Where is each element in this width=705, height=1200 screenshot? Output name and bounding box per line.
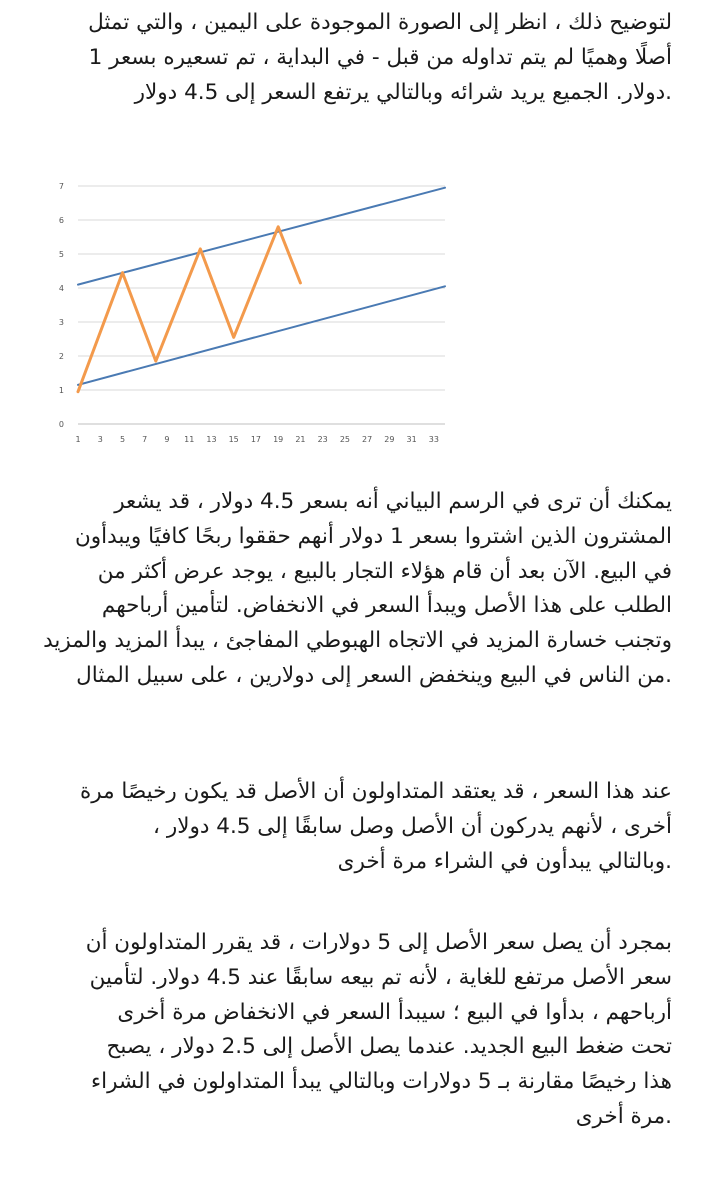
paragraph-line: سعر الأصل مرتفع للغاية ، لأنه تم بيعه سابقًا عند 4.5 دولار. لتأمين	[89, 964, 672, 990]
paragraph-line: عند هذا السعر ، قد يعتقد المتداولون أن الأصل قد يكون رخيصًا مرة	[79, 779, 672, 804]
x-tick-label: 3	[97, 435, 103, 444]
x-tick-label: 5	[119, 435, 126, 444]
price-channel-chart	[50, 172, 460, 462]
paragraph-line: .وبالتالي يبدأون في الشراء مرة أخرى	[337, 848, 672, 874]
paragraph-cycle	[40, 926, 672, 1135]
paragraph-rebuy	[40, 775, 672, 879]
paragraph-line: .من الناس في البيع وينخفض السعر إلى دولارين ، على سبيل المثال	[76, 663, 672, 689]
x-tick-label: 7	[142, 435, 148, 444]
paragraph-line: لتوضيح ذلك ، انظر إلى الصورة الموجودة على اليمين ، والتي تمثل	[88, 10, 672, 35]
paragraph-line: أخرى ، لأنهم يدركون أن الأصل وصل سابقًا إلى 4.5 دولار ،	[153, 813, 672, 839]
x-tick-label: 21	[295, 435, 306, 444]
paragraph-line: المشترون الذين اشتروا بسعر 1 دولار أنهم حققوا ربحًا كافيًا ويبدأون	[74, 523, 672, 549]
y-tick-label: 1	[58, 386, 64, 395]
y-tick-label: 5	[58, 250, 64, 259]
chart-svg	[50, 172, 460, 462]
paragraph-line: .دولار. الجميع يريد شرائه وبالتالي يرتفع السعر إلى 4.5 دولار	[134, 79, 672, 105]
x-tick-label: 23	[317, 435, 328, 444]
x-tick-label: 17	[250, 435, 262, 444]
x-tick-label: 31	[406, 435, 417, 444]
x-tick-label: 13	[206, 435, 217, 444]
x-tick-label: 9	[164, 435, 170, 444]
x-tick-label: 25	[339, 435, 351, 444]
x-tick-label: 27	[362, 435, 373, 444]
y-tick-label: 7	[58, 182, 64, 191]
x-tick-label: 15	[228, 435, 239, 444]
paragraph-line: بمجرد أن يصل سعر الأصل إلى 5 دولارات ، قد يقرر المتداولون أن	[85, 930, 672, 955]
paragraph-line: أرباحهم ، بدأوا في البيع ؛ سيبدأ السعر في الانخفاض مرة أخرى	[117, 999, 672, 1025]
x-tick-label: 33	[428, 435, 439, 444]
x-tick-label: 19	[273, 435, 284, 444]
y-tick-label: 6	[58, 216, 64, 225]
paragraph-line: تحت ضغط البيع الجديد. عندما يصل الأصل إلى 2.5 دولار ، يصبح	[106, 1034, 672, 1060]
y-tick-label: 2	[58, 352, 64, 361]
x-tick-label: 29	[384, 435, 395, 444]
y-tick-label: 0	[58, 420, 64, 429]
paragraph-line: أصلًا وهميًا لم يتم تداوله من قبل - في البداية ، تم تسعيره بسعر 1	[88, 44, 672, 70]
paragraph-line: وتجنب خسارة المزيد في الاتجاه الهبوطي المفاجئ ، يبدأ المزيد والمزيد	[43, 628, 672, 654]
paragraph-sell-off	[40, 485, 672, 694]
price-line	[78, 227, 300, 392]
paragraph-intro	[40, 6, 672, 110]
paragraph-line: يمكنك أن ترى في الرسم البياني أنه بسعر 4.5 دولار ، قد يشعر	[114, 489, 672, 514]
paragraph-line: .مرة أخرى	[575, 1104, 672, 1130]
y-tick-label: 3	[58, 318, 64, 327]
paragraph-line: الطلب على هذا الأصل ويبدأ السعر في الانخفاض. لتأمين أرباحهم	[101, 593, 672, 619]
x-tick-label: 1	[75, 435, 81, 444]
paragraph-line: في البيع. الآن بعد أن قام هؤلاء التجار بالبيع ، يوجد عرض أكثر من	[97, 558, 672, 584]
y-tick-label: 4	[58, 284, 64, 293]
x-tick-label: 11	[184, 435, 195, 444]
paragraph-line: هذا رخيصًا مقارنة بـ 5 دولارات وبالتالي يبدأ المتداولون في الشراء	[90, 1069, 672, 1095]
